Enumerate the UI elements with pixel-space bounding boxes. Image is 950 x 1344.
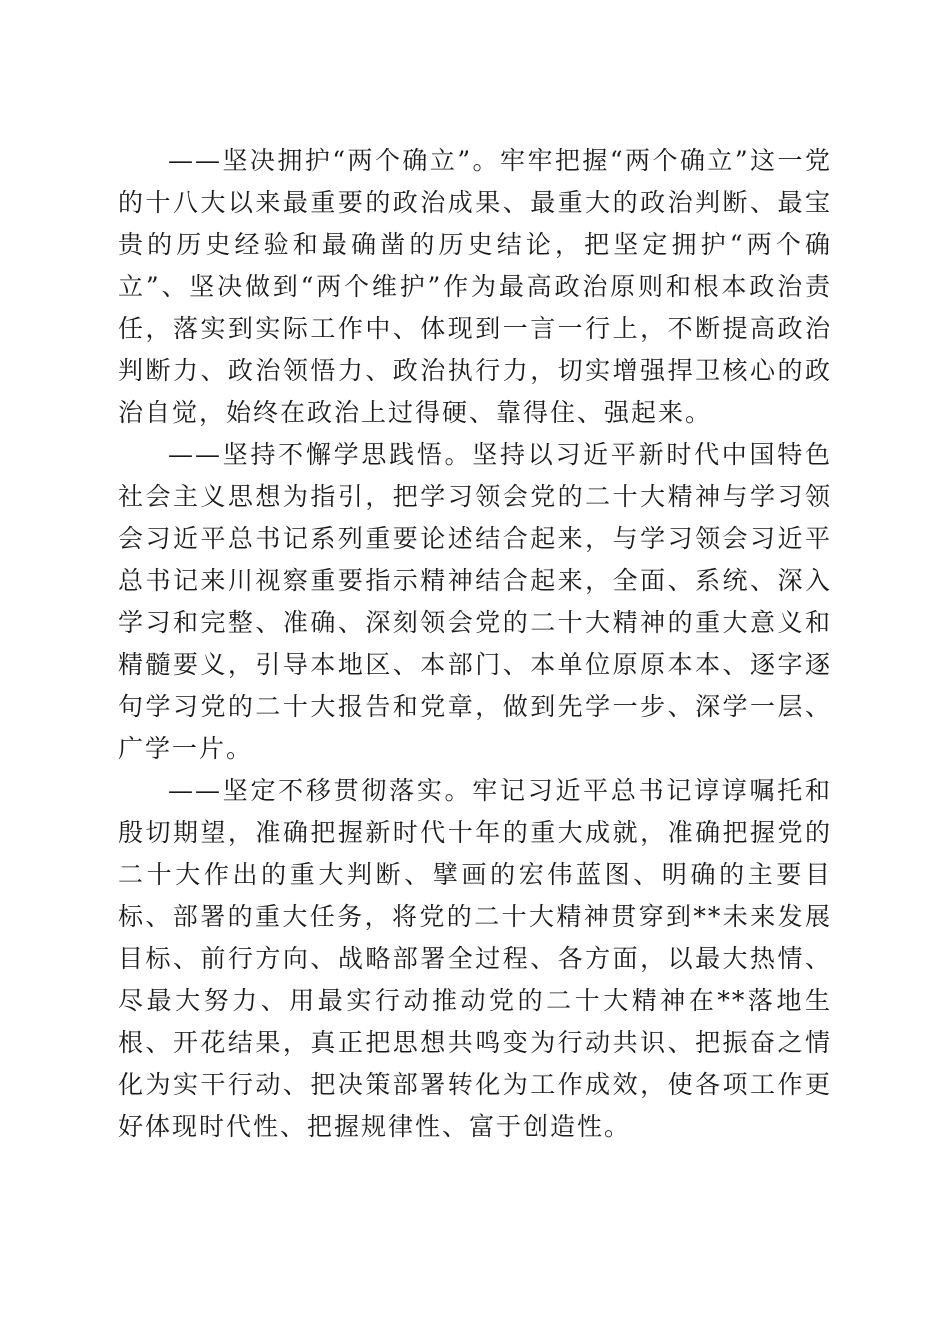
paragraph-persistent-study: ——坚持不懈学思践悟。坚持以习近平新时代中国特色社会主义思想为指引，把学习领会党的二十大精神与学习领会习近平总书记系列重要论述结合起来，与学习领会习近平总书记来川视察重要指示精神结合起来，全面、系统、深入学习和完整、准确、深刻领会党的二十大精神的重大意义和精髓要义，引导本地区、本部门、本单位原原本本、逐字逐句学习党的二十大报告和党章，做到先学一步、深学一层、广学一片。 bbox=[118, 440, 832, 763]
document-body bbox=[118, 140, 832, 1148]
paragraph-implementation: ——坚定不移贯彻落实。牢记习近平总书记谆谆嘱托和殷切期望，准确把握新时代十年的重大成就，准确把握党的二十大作出的重大判断、擘画的宏伟蓝图、明确的主要目标、部署的重大任务，将党的二十大精神贯穿到**未来发展目标、前行方向、战略部署全过程、各方面，以最大热情、尽最大努力、用最实行动推动党的二十大精神在**落地生根、开花结果，真正把思想共鸣变为行动共识、把振奋之情化为实干行动、把决策部署转化为工作成效，使各项工作更好体现时代性、把握规律性、富于创造性。 bbox=[118, 776, 832, 1141]
paragraph-uphold-two-establishments: ——坚决拥护“两个确立”。牢牢把握“两个确立”这一党的十八大以来最重要的政治成果、最重大的政治判断、最宝贵的历史经验和最确凿的历史结论，把坚定拥护“两个确立”、坚决做到“两个维护”作为最高政治原则和根本政治责任，落实到实际工作中、体现到一言一行上，不断提高政治判断力、政治领悟力、政治执行力，切实增强捍卫核心的政治自觉，始终在政治上过得硬、靠得住、强起来。 bbox=[118, 146, 832, 427]
